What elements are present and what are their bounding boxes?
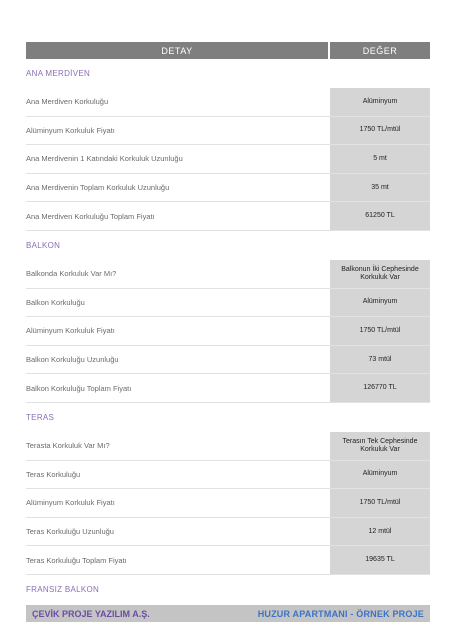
row-label: Ana Merdivenin Toplam Korkuluk Uzunluğu — [26, 183, 170, 193]
header-deger: DEĞER — [330, 42, 430, 59]
row-value: 19635 TL — [330, 546, 430, 574]
footer-company: ÇEVİK PROJE YAZILIM A.Ş. — [32, 608, 150, 619]
row-value: Alüminyum — [330, 289, 430, 317]
row-label: Teras Korkuluğu — [26, 469, 81, 479]
row-label: Ana Merdiven Korkuluğu — [26, 97, 109, 107]
table-row — [26, 174, 430, 203]
table-row — [26, 346, 430, 375]
row-label: Balkonda Korkuluk Var Mı? — [26, 269, 117, 279]
header-detay: DETAY — [26, 42, 328, 59]
row-label: Teras Korkuluğu Uzunluğu — [26, 527, 114, 537]
row-value: Terasın Tek Cephesinde Korkuluk Var — [330, 432, 430, 460]
row-label: Balkon Korkuluğu Toplam Fiyatı — [26, 383, 132, 393]
table-row — [26, 202, 430, 231]
table-row — [26, 317, 430, 346]
row-value: Balkonun İki Cephesinde Korkuluk Var — [330, 260, 430, 288]
row-label: Alüminyum Korkuluk Fiyatı — [26, 326, 115, 336]
table-row — [26, 145, 430, 174]
row-label: Balkon Korkuluğu — [26, 297, 85, 307]
table-row — [26, 461, 430, 490]
section-title: BALKON — [26, 240, 61, 250]
row-label: Ana Merdivenin 1 Katındaki Korkuluk Uzunluğu — [26, 154, 183, 164]
table-row — [26, 88, 430, 117]
row-value: 61250 TL — [330, 202, 430, 230]
table-row — [26, 546, 430, 575]
table-row — [26, 489, 430, 518]
row-value: 1750 TL/mtül — [330, 489, 430, 517]
table-body — [26, 59, 430, 604]
row-value: 12 mtül — [330, 518, 430, 546]
detail-table — [26, 42, 430, 604]
section-title: FRANSIZ BALKON — [26, 584, 100, 594]
section-title: TERAS — [26, 412, 55, 422]
table-row — [26, 518, 430, 547]
row-value: Alüminyum — [330, 461, 430, 489]
table-row — [26, 260, 430, 289]
row-label: Terasta Korkuluk Var Mı? — [26, 441, 110, 451]
row-label: Ana Merdiven Korkuluğu Toplam Fiyatı — [26, 211, 155, 221]
page-footer — [26, 605, 430, 622]
row-value: 73 mtül — [330, 346, 430, 374]
row-value: 1750 TL/mtül — [330, 117, 430, 145]
row-value: 5 mt — [330, 145, 430, 173]
row-value: 1750 TL/mtül — [330, 317, 430, 345]
row-label: Balkon Korkuluğu Uzunluğu — [26, 355, 119, 365]
row-value: Alüminyum — [330, 88, 430, 116]
row-value: 35 mt — [330, 174, 430, 202]
footer-project: HUZUR APARTMANI - ÖRNEK PROJE — [257, 608, 424, 619]
row-value: 126770 TL — [330, 374, 430, 402]
table-row — [26, 374, 430, 403]
table-row — [26, 117, 430, 146]
table-header — [26, 42, 430, 59]
row-label: Alüminyum Korkuluk Fiyatı — [26, 498, 115, 508]
table-row — [26, 432, 430, 461]
table-row — [26, 289, 430, 318]
section-title: ANA MERDİVEN — [26, 69, 91, 78]
row-label: Alüminyum Korkuluk Fiyatı — [26, 125, 115, 135]
row-label: Teras Korkuluğu Toplam Fiyatı — [26, 555, 127, 565]
